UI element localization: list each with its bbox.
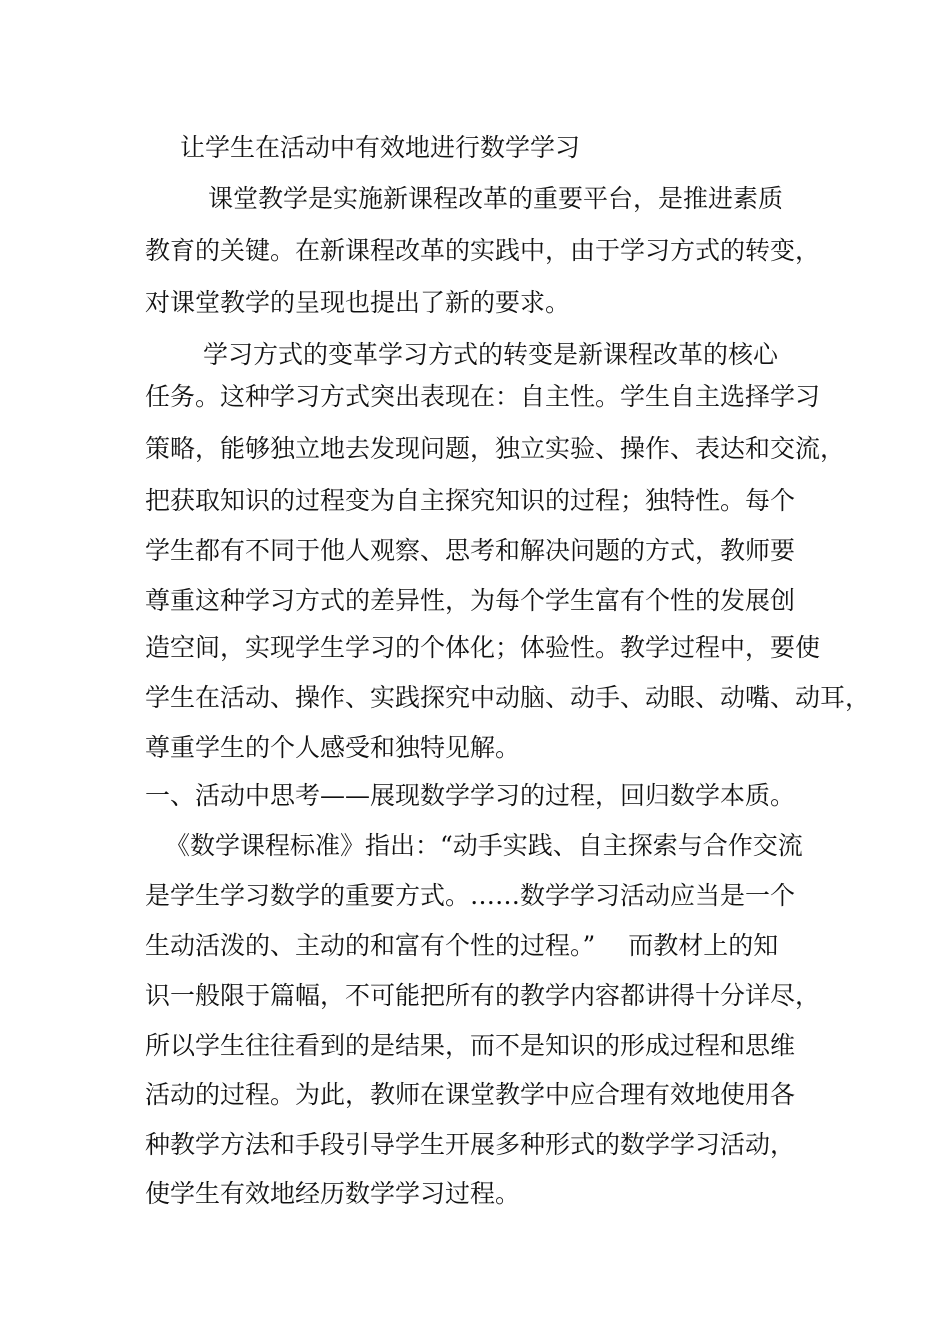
paragraph-line: 把获取知识的过程变为自主探究知识的过程；独特性。每个 bbox=[145, 486, 796, 515]
paragraph-line: 尊重学生的个人感受和独特见解。 bbox=[145, 733, 521, 762]
paragraph-line: 学生都有不同于他人观察、思考和解决问题的方式，教师要 bbox=[145, 536, 796, 565]
section-heading-line: 一、活动中思考——展现数学学习的过程，回归数学本质。 bbox=[145, 781, 796, 810]
paragraph-line: 使学生有效地经历数学学习过程。 bbox=[145, 1179, 521, 1208]
paragraph-line: 造空间，实现学生学习的个体化；体验性。教学过程中，要使 bbox=[145, 633, 821, 662]
paragraph-line: 尊重这种学习方式的差异性，为每个学生富有个性的发展创 bbox=[145, 586, 796, 615]
paragraph-line: 活动的过程。为此，教师在课堂教学中应合理有效地使用各 bbox=[145, 1080, 796, 1109]
paragraph-line: 《数学课程标准》指出：“动手实践、自主探索与合作交流 bbox=[165, 831, 803, 860]
paragraph-line: 学生在活动、操作、实践探究中动脑、动手、动眼、动嘴、动耳， bbox=[145, 683, 871, 712]
paragraph-line: 学习方式的变革学习方式的转变是新课程改革的核心 bbox=[203, 340, 779, 369]
paragraph-line: 策略，能够独立地去发现问题，独立实验、操作、表达和交流， bbox=[145, 434, 846, 463]
document-title: 让学生在活动中有效地进行数学学习 bbox=[180, 133, 581, 162]
paragraph-line: 课堂教学是实施新课程改革的重要平台，是推进素质 bbox=[208, 184, 784, 213]
paragraph-line: 教育的关键。在新课程改革的实践中，由于学习方式的转变， bbox=[145, 236, 821, 265]
paragraph-line: 所以学生往往看到的是结果，而不是知识的形成过程和思维 bbox=[145, 1031, 796, 1060]
paragraph-line: 种教学方法和手段引导学生开展多种形式的数学学习活动， bbox=[145, 1130, 796, 1159]
paragraph-line: 识一般限于篇幅，不可能把所有的教学内容都讲得十分详尽， bbox=[145, 981, 821, 1010]
paragraph-line: 是学生学习数学的重要方式。……数学学习活动应当是一个 bbox=[145, 881, 796, 910]
paragraph-line: 对课堂教学的呈现也提出了新的要求。 bbox=[145, 288, 571, 317]
paragraph-line: 生动活泼的、主动的和富有个性的过程。” 而教材上的知 bbox=[145, 931, 779, 960]
paragraph-line: 任务。这种学习方式突出表现在：自主性。学生自主选择学习 bbox=[145, 382, 821, 411]
